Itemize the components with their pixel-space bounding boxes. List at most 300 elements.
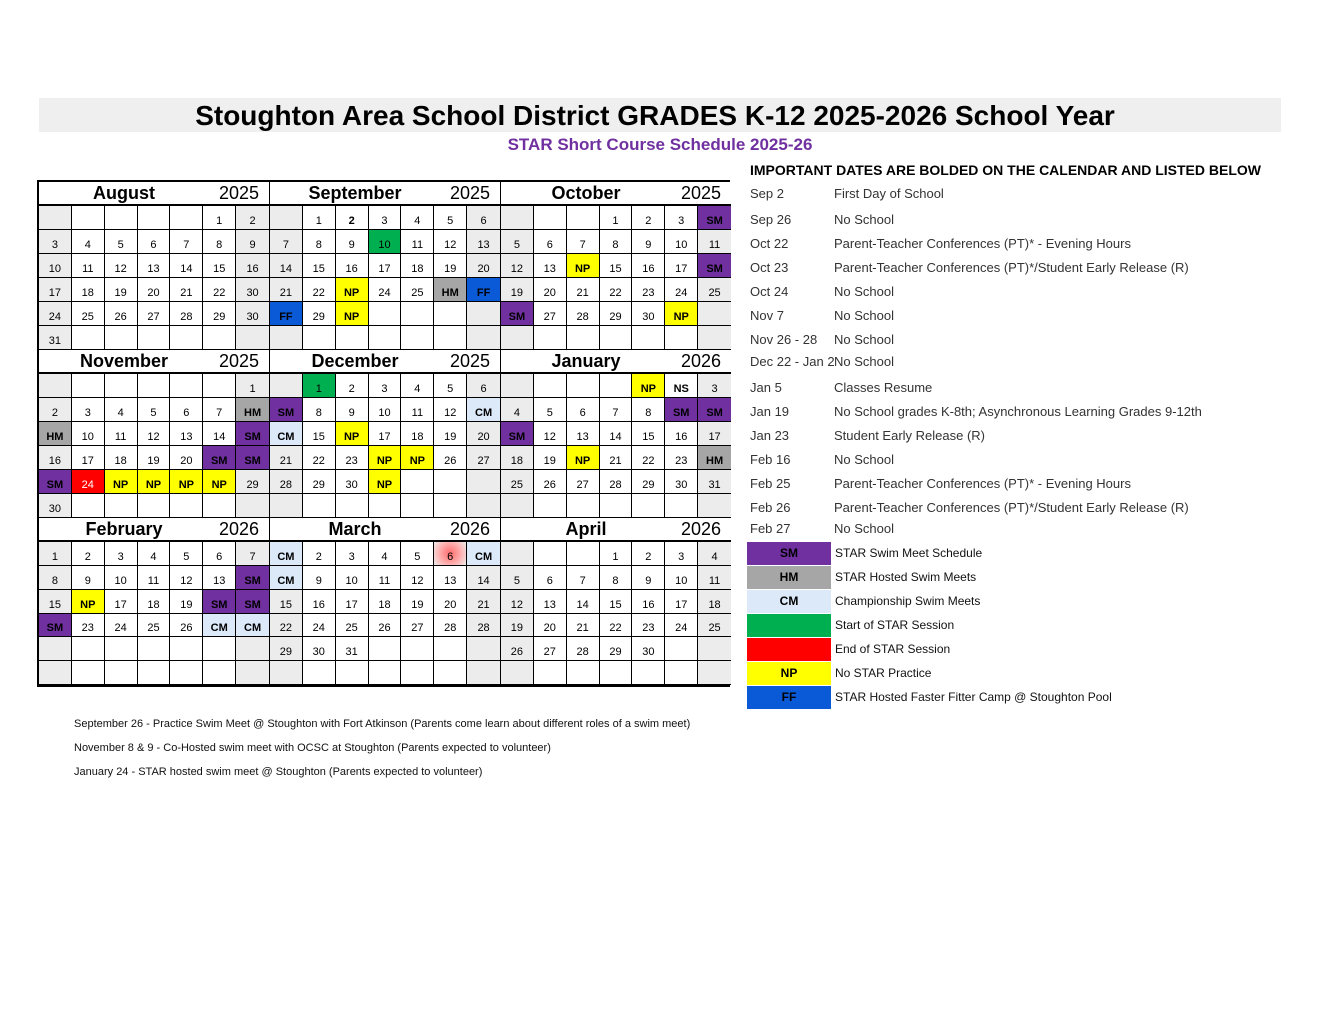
legend-swatch: NP (747, 662, 831, 685)
day-cell: 24 (665, 614, 698, 638)
day-cell: 12 (501, 254, 534, 278)
day-cell: 8 (303, 398, 336, 422)
day-cell: HM (434, 278, 467, 302)
day-cell: 1 (303, 206, 336, 230)
month-august (39, 182, 269, 350)
legend-label: End of STAR Session (835, 642, 951, 656)
day-cell: 5 (170, 542, 203, 566)
day-cell: 10 (369, 230, 402, 254)
important-date: Feb 26 (750, 500, 791, 515)
day-cell: 25 (138, 614, 171, 638)
important-date: Nov 26 - 28 (750, 332, 818, 347)
important-date: Sep 26 (750, 212, 792, 227)
day-cell: 14 (467, 566, 500, 590)
day-cell: 26 (369, 614, 402, 638)
day-cell: 26 (434, 446, 467, 470)
month-year: 2025 (449, 350, 490, 371)
day-cell (336, 661, 369, 685)
day-cell: 1 (600, 542, 633, 566)
day-cell (270, 661, 303, 685)
day-cell (270, 206, 303, 230)
day-cell: CM (467, 398, 500, 422)
day-cell: 18 (72, 278, 105, 302)
day-cell (401, 494, 434, 518)
day-cell: 3 (665, 542, 698, 566)
important-date-description: Parent-Teacher Conferences (PT)*/Student Early Release (R) (834, 260, 1189, 275)
day-cell: 5 (434, 206, 467, 230)
day-cell (534, 661, 567, 685)
important-date-description: Parent-Teacher Conferences (PT)*/Student Early Release (R) (834, 500, 1189, 515)
day-cell: 26 (501, 637, 534, 661)
day-cell: 26 (105, 302, 138, 326)
day-cell (434, 470, 467, 494)
day-cell: 11 (369, 566, 402, 590)
month-year: 2025 (218, 350, 259, 371)
day-cell (72, 326, 105, 350)
month-days (501, 542, 731, 685)
day-cell (369, 302, 402, 326)
day-cell: SM (39, 470, 72, 494)
day-cell: 23 (665, 446, 698, 470)
day-cell: 13 (170, 422, 203, 446)
day-cell (105, 637, 138, 661)
day-cell (534, 374, 567, 398)
day-cell (698, 494, 731, 518)
day-cell: 17 (665, 254, 698, 278)
day-cell: 4 (698, 542, 731, 566)
month-name: September (308, 182, 402, 203)
day-cell (600, 494, 633, 518)
page-title: Stoughton Area School District GRADES K-12 2025-2026 School Year (195, 100, 1115, 131)
day-cell: 18 (369, 590, 402, 614)
day-cell: 31 (39, 326, 72, 350)
day-cell: 12 (105, 254, 138, 278)
day-cell: 18 (138, 590, 171, 614)
month-november (39, 350, 269, 518)
day-cell (170, 494, 203, 518)
day-cell (467, 470, 500, 494)
day-cell: 3 (336, 542, 369, 566)
day-cell: 5 (501, 566, 534, 590)
day-cell: 18 (401, 422, 434, 446)
month-header (39, 182, 269, 206)
day-cell: 18 (401, 254, 434, 278)
day-cell: 12 (401, 566, 434, 590)
day-cell: 30 (39, 494, 72, 518)
day-cell (665, 637, 698, 661)
important-dates-heading: IMPORTANT DATES ARE BOLDED ON THE CALENDAR AND LISTED BELOW (750, 162, 1261, 178)
day-cell (401, 302, 434, 326)
day-cell: 6 (467, 374, 500, 398)
day-cell (501, 326, 534, 350)
legend-label: Championship Swim Meets (835, 594, 981, 608)
day-cell: 11 (698, 566, 731, 590)
day-cell: 4 (72, 230, 105, 254)
month-september (270, 182, 500, 350)
day-cell: 9 (632, 566, 665, 590)
day-cell (434, 302, 467, 326)
day-cell: 9 (303, 566, 336, 590)
legend-swatch: FF (747, 686, 831, 709)
day-cell: 17 (105, 590, 138, 614)
day-cell: 30 (632, 637, 665, 661)
legend-swatch (747, 614, 831, 637)
day-cell: 22 (303, 446, 336, 470)
day-cell: 3 (72, 398, 105, 422)
day-cell (467, 326, 500, 350)
day-cell: NP (170, 470, 203, 494)
day-cell: 10 (336, 566, 369, 590)
day-cell: 22 (270, 614, 303, 638)
day-cell: 25 (698, 614, 731, 638)
day-cell: 18 (501, 446, 534, 470)
month-december (270, 350, 500, 518)
day-cell: 28 (270, 470, 303, 494)
day-cell: 29 (303, 302, 336, 326)
day-cell (303, 326, 336, 350)
day-cell: CM (270, 566, 303, 590)
day-cell: 15 (303, 254, 336, 278)
month-name: March (328, 518, 382, 539)
day-cell: 22 (632, 446, 665, 470)
day-cell: 28 (567, 302, 600, 326)
important-date: Oct 24 (750, 284, 789, 299)
legend-swatch (747, 638, 831, 661)
important-date: Jan 5 (750, 380, 782, 395)
day-cell: NP (336, 302, 369, 326)
day-cell (434, 637, 467, 661)
day-cell: 10 (369, 398, 402, 422)
legend-row (747, 685, 1112, 709)
month-year: 2026 (680, 350, 721, 371)
day-cell (567, 542, 600, 566)
day-cell (170, 661, 203, 685)
day-cell: 9 (72, 566, 105, 590)
day-cell: 29 (600, 302, 633, 326)
day-cell: 7 (236, 542, 269, 566)
day-cell: 16 (632, 254, 665, 278)
day-cell (105, 494, 138, 518)
day-cell: NP (105, 470, 138, 494)
legend-label: STAR Swim Meet Schedule (835, 546, 983, 560)
day-cell: 9 (336, 230, 369, 254)
day-cell: 12 (138, 422, 171, 446)
day-cell: 28 (600, 470, 633, 494)
day-cell (600, 661, 633, 685)
day-cell: SM (501, 302, 534, 326)
day-cell: SM (270, 398, 303, 422)
note-line: November 8 & 9 - Co-Hosted swim meet with OCSC at Stoughton (Parents expected to volunteer) (74, 742, 551, 754)
day-cell: 19 (170, 590, 203, 614)
day-cell (203, 661, 236, 685)
month-year: 2026 (680, 518, 721, 539)
day-cell: 4 (369, 542, 402, 566)
day-cell (632, 326, 665, 350)
day-cell: 19 (434, 422, 467, 446)
day-cell: 3 (39, 230, 72, 254)
day-cell (401, 637, 434, 661)
day-cell: SM (203, 590, 236, 614)
month-header (39, 518, 269, 542)
day-cell (72, 661, 105, 685)
day-cell: 29 (632, 470, 665, 494)
day-cell (336, 326, 369, 350)
day-cell (72, 637, 105, 661)
day-cell: 17 (72, 446, 105, 470)
day-cell: 21 (270, 278, 303, 302)
day-cell: 11 (138, 566, 171, 590)
day-cell: 19 (534, 446, 567, 470)
day-cell (138, 494, 171, 518)
day-cell (270, 494, 303, 518)
month-year: 2025 (680, 182, 721, 203)
important-date-description: Parent-Teacher Conferences (PT)* - Evening Hours (834, 236, 1131, 251)
important-date: Oct 23 (750, 260, 789, 275)
day-cell: NP (203, 470, 236, 494)
day-cell: 16 (303, 590, 336, 614)
day-cell: 5 (434, 374, 467, 398)
day-cell: 14 (270, 254, 303, 278)
day-cell (369, 637, 402, 661)
day-cell: 14 (567, 590, 600, 614)
day-cell: 27 (534, 637, 567, 661)
day-cell (401, 661, 434, 685)
day-cell (303, 661, 336, 685)
day-cell: 12 (434, 398, 467, 422)
month-days (270, 542, 500, 685)
day-cell: 4 (401, 374, 434, 398)
day-cell: 24 (303, 614, 336, 638)
day-cell (203, 637, 236, 661)
month-header (501, 182, 731, 206)
day-cell: 3 (698, 374, 731, 398)
important-date-description: No School (834, 332, 894, 347)
day-cell: 6 (467, 206, 500, 230)
calendar-grid (37, 180, 730, 687)
day-cell: 12 (170, 566, 203, 590)
day-cell (203, 374, 236, 398)
month-year: 2026 (449, 518, 490, 539)
day-cell: 30 (303, 637, 336, 661)
month-name: November (79, 350, 169, 371)
day-cell: 26 (534, 470, 567, 494)
day-cell: 17 (698, 422, 731, 446)
legend-swatch: CM (747, 590, 831, 613)
day-cell: SM (236, 446, 269, 470)
important-date-description: First Day of School (834, 186, 944, 201)
day-cell: 13 (534, 254, 567, 278)
day-cell: HM (39, 422, 72, 446)
important-date: Feb 16 (750, 452, 791, 467)
day-cell: 4 (138, 542, 171, 566)
day-cell: 8 (600, 566, 633, 590)
day-cell: SM (236, 422, 269, 446)
day-cell: 3 (105, 542, 138, 566)
day-cell (138, 661, 171, 685)
day-cell: 1 (236, 374, 269, 398)
day-cell: CM (467, 542, 500, 566)
day-cell: 11 (401, 398, 434, 422)
day-cell: 7 (170, 230, 203, 254)
day-cell: 1 (600, 206, 633, 230)
day-cell: 10 (72, 422, 105, 446)
day-cell: 2 (39, 398, 72, 422)
day-cell: NP (401, 446, 434, 470)
day-cell: 13 (203, 566, 236, 590)
legend-label: Start of STAR Session (835, 618, 955, 632)
day-cell: 31 (698, 470, 731, 494)
day-cell: 20 (138, 278, 171, 302)
day-cell: 24 (369, 278, 402, 302)
day-cell: 12 (501, 590, 534, 614)
day-cell: NP (72, 590, 105, 614)
day-cell: 6 (534, 230, 567, 254)
day-cell: 1 (203, 206, 236, 230)
day-cell: 27 (138, 302, 171, 326)
day-cell: 7 (567, 566, 600, 590)
month-name: December (311, 350, 399, 371)
day-cell: 17 (665, 590, 698, 614)
important-date: Sep 2 (750, 186, 784, 201)
day-cell: 25 (72, 302, 105, 326)
day-cell: 29 (203, 302, 236, 326)
day-cell: 22 (203, 278, 236, 302)
day-cell: 25 (401, 278, 434, 302)
day-cell (665, 326, 698, 350)
day-cell (105, 661, 138, 685)
day-cell: 28 (567, 637, 600, 661)
day-cell: 15 (600, 254, 633, 278)
day-cell: 15 (270, 590, 303, 614)
day-cell (236, 494, 269, 518)
day-cell: 28 (467, 614, 500, 638)
day-cell: 2 (632, 206, 665, 230)
day-cell: SM (203, 446, 236, 470)
day-cell (39, 374, 72, 398)
important-date-description: No School (834, 212, 894, 227)
day-cell: 5 (501, 230, 534, 254)
day-cell: 11 (72, 254, 105, 278)
day-cell: 30 (236, 278, 269, 302)
day-cell: 29 (270, 637, 303, 661)
day-cell (369, 326, 402, 350)
day-cell: 15 (39, 590, 72, 614)
day-cell: 14 (600, 422, 633, 446)
day-cell: 13 (434, 566, 467, 590)
day-cell: 24 (39, 302, 72, 326)
day-cell (303, 494, 336, 518)
day-cell: 2 (336, 374, 369, 398)
day-cell: 16 (336, 254, 369, 278)
important-date: Feb 27 (750, 521, 791, 536)
legend-label: STAR Hosted Swim Meets (835, 570, 977, 584)
day-cell: 6 (434, 542, 467, 566)
day-cell (401, 326, 434, 350)
legend-row (747, 589, 980, 613)
day-cell: CM (203, 614, 236, 638)
day-cell: 29 (303, 470, 336, 494)
day-cell: 18 (105, 446, 138, 470)
day-cell: 20 (534, 614, 567, 638)
day-cell: 24 (665, 278, 698, 302)
day-cell: 6 (203, 542, 236, 566)
day-cell (467, 637, 500, 661)
day-cell: 22 (303, 278, 336, 302)
day-cell: 10 (665, 230, 698, 254)
day-cell (600, 374, 633, 398)
important-date: Jan 19 (750, 404, 790, 419)
day-cell (105, 206, 138, 230)
day-cell (434, 326, 467, 350)
day-cell: NP (567, 446, 600, 470)
day-cell (632, 494, 665, 518)
day-cell: 11 (698, 230, 731, 254)
day-cell: FF (467, 278, 500, 302)
day-cell (203, 494, 236, 518)
day-cell (501, 374, 534, 398)
day-cell: 7 (270, 230, 303, 254)
day-cell: 17 (336, 590, 369, 614)
day-cell (105, 374, 138, 398)
day-cell: 19 (434, 254, 467, 278)
day-cell: 16 (39, 446, 72, 470)
day-cell: 25 (336, 614, 369, 638)
day-cell: SM (698, 206, 731, 230)
legend-row (747, 565, 976, 589)
day-cell: 9 (236, 230, 269, 254)
day-cell: 16 (632, 590, 665, 614)
day-cell: 13 (467, 230, 500, 254)
note-line: January 24 - STAR hosted swim meet @ Stoughton (Parents expected to volunteer) (74, 766, 483, 778)
day-cell: 27 (467, 446, 500, 470)
day-cell (72, 206, 105, 230)
day-cell: 25 (501, 470, 534, 494)
note-line: September 26 - Practice Swim Meet @ Stoughton with Fort Atkinson (Parents come learn about different roles of a swim meet) (74, 718, 691, 730)
day-cell: 1 (303, 374, 336, 398)
important-date-description: Student Early Release (R) (834, 428, 986, 443)
month-header (270, 350, 500, 374)
day-cell (665, 661, 698, 685)
day-cell: 22 (600, 614, 633, 638)
day-cell (434, 494, 467, 518)
day-cell: 17 (369, 254, 402, 278)
month-days (501, 206, 731, 350)
day-cell: 23 (72, 614, 105, 638)
day-cell: 19 (501, 614, 534, 638)
day-cell: 20 (534, 278, 567, 302)
day-cell: 13 (567, 422, 600, 446)
day-cell (236, 661, 269, 685)
day-cell: 17 (369, 422, 402, 446)
day-cell: 20 (434, 590, 467, 614)
day-cell: 20 (170, 446, 203, 470)
day-cell (698, 661, 731, 685)
day-cell: NP (632, 374, 665, 398)
day-cell: 2 (303, 542, 336, 566)
day-cell: 19 (105, 278, 138, 302)
day-cell: 16 (665, 422, 698, 446)
day-cell: 21 (467, 590, 500, 614)
day-cell: 30 (665, 470, 698, 494)
day-cell: 28 (434, 614, 467, 638)
day-cell: 6 (534, 566, 567, 590)
important-date-description: Classes Resume (834, 380, 933, 395)
day-cell: 25 (698, 278, 731, 302)
day-cell: 2 (632, 542, 665, 566)
legend-row (747, 637, 950, 661)
day-cell: 29 (236, 470, 269, 494)
day-cell: 3 (369, 374, 402, 398)
